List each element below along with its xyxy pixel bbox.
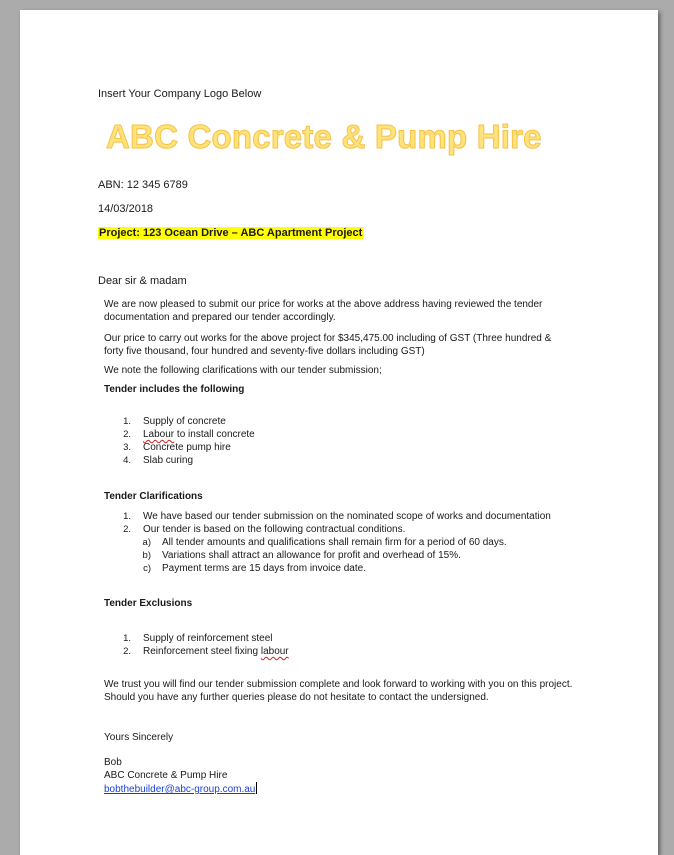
list-letter: a): [142, 537, 151, 548]
list-number: 4.: [123, 455, 131, 466]
list-number: 1.: [123, 511, 131, 522]
abn-text: ABN: 12 345 6789: [98, 179, 188, 191]
list-item: Variations shall attract an allowance for profit and overhead of 15%.: [162, 550, 461, 561]
project-highlight: Project: 123 Ocean Drive – ABC Apartment Project: [99, 227, 363, 239]
list-item-text: Reinforcement steel fixing: [143, 646, 261, 657]
list-item: We have based our tender submission on the nominated scope of works and documentation: [143, 511, 551, 522]
intro-line-2: documentation and prepared our tender accordingly.: [104, 312, 336, 323]
closing-line-1: We trust you will find our tender submission complete and look forward to working with you on this project.: [104, 679, 573, 690]
date-text: 14/03/2018: [98, 203, 154, 215]
list-item: Our tender is based on the following contractual conditions.: [143, 524, 406, 535]
includes-heading: Tender includes the following: [104, 384, 245, 395]
intro-line-1: We are now pleased to submit our price for works at the above address having reviewed the tender: [104, 299, 543, 310]
clarification-note: We note the following clarifications with our tender submission;: [104, 365, 382, 376]
project-title: [98, 227, 363, 240]
list-letter: c): [143, 563, 151, 574]
list-number: 2.: [123, 646, 131, 657]
clarifications-heading: Tender Clarifications: [104, 491, 203, 502]
spelling-flag[interactable]: Labour: [143, 429, 175, 440]
list-number: 2.: [123, 429, 131, 440]
list-item-rest: to install concrete: [174, 429, 255, 440]
list-number: 3.: [123, 442, 131, 453]
signer-company: ABC Concrete & Pump Hire: [104, 770, 228, 781]
spelling-flag[interactable]: labour: [260, 646, 289, 657]
price-line-1: Our price to carry out works for the above project for $345,475.00 including of GST (Three hundred &: [104, 333, 552, 344]
signer-name: Bob: [104, 757, 122, 768]
list-number: 2.: [123, 524, 131, 535]
list-item: Supply of reinforcement steel: [143, 633, 273, 644]
exclusions-heading: Tender Exclusions: [104, 598, 193, 609]
list-item: [143, 645, 289, 658]
signer-email-line: [104, 782, 257, 796]
sign-off: Yours Sincerely: [104, 732, 174, 743]
list-letter: b): [142, 550, 151, 561]
price-line-2: forty five thousand, four hundred and seventy-five dollars including GST): [104, 346, 425, 357]
logo-hint: Insert Your Company Logo Below: [98, 88, 262, 100]
closing-line-2: Should you have any further queries please do not hesitate to contact the undersigned.: [104, 692, 489, 703]
list-item: Slab curing: [143, 455, 194, 466]
document-page[interactable]: [20, 10, 658, 855]
salutation: Dear sir & madam: [98, 275, 187, 287]
list-item: [143, 428, 255, 441]
list-number: 1.: [123, 633, 131, 644]
list-number: 1.: [123, 416, 131, 427]
company-logo: ABC Concrete & Pump Hire: [106, 118, 542, 155]
list-item: All tender amounts and qualifications shall remain firm for a period of 60 days.: [162, 537, 507, 548]
list-item: Payment terms are 15 days from invoice date.: [162, 563, 366, 574]
list-item: Concrete pump hire: [143, 442, 231, 453]
list-item: Supply of concrete: [143, 416, 226, 427]
text-cursor: [256, 782, 257, 794]
email-link[interactable]: bobthebuilder@abc-group.com.au: [104, 784, 256, 795]
